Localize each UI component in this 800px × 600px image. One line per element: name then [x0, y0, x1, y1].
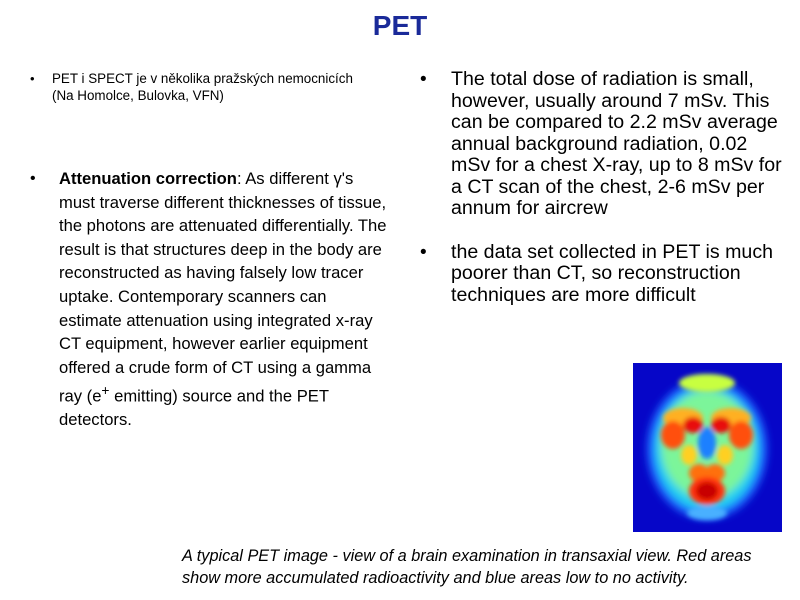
attenuation-text-2: 's must traverse different thicknesses of tissue, the photons are attenuated differentially. The result is that structures deep in the body are reconstructed as having falsely low tracer uptake. Contemporary scanners can estimate attenuation using integrated x-ray CT equipment, however earlier equipment offered a crude form of CT using a gamma ray (e [59, 169, 387, 406]
attenuation-text-1: : As different [236, 169, 334, 188]
bullet-icon: • [30, 71, 35, 86]
bullet-icon: • [30, 170, 36, 187]
left-small-list [30, 70, 370, 104]
attenuation-text-3: emitting) source and the PET detectors. [59, 386, 329, 430]
radiation-dose-text: The total dose of radiation is small, however, usually around 7 mSv. This can be compared to 2.2 mSv average annual background radiation, 0.02 mSv for a chest X-ray, up to 8 mSv for a CT scan of the chest, 2-6 mSv per annum for aircrew [451, 68, 782, 219]
pet-brain-image [633, 363, 782, 532]
gamma-symbol: γ [333, 169, 342, 188]
image-caption: A typical PET image - view of a brain examination in transaxial view. Red areas show more accumulated radioactivity and blue areas low to no activity. [182, 547, 752, 587]
list-item [420, 69, 790, 220]
right-list [420, 69, 790, 306]
bullet-icon: • [420, 69, 427, 90]
list-item [30, 70, 370, 104]
positron-superscript: + [101, 382, 110, 399]
attenuation-list [30, 167, 390, 432]
hospitals-text: PET i SPECT je v několika pražských nemocnicích (Na Homolce, Bulovka, VFN) [52, 71, 353, 103]
dataset-text: the data set collected in PET is much poorer than CT, so reconstruction techniques are more difficult [451, 240, 774, 306]
slide-title: PET [372, 10, 428, 41]
list-item [30, 167, 390, 432]
pet-brain-scan-graphic [633, 363, 782, 532]
attenuation-label: Attenuation correction [59, 169, 237, 188]
bullet-icon: • [420, 241, 427, 263]
list-item [420, 242, 790, 307]
